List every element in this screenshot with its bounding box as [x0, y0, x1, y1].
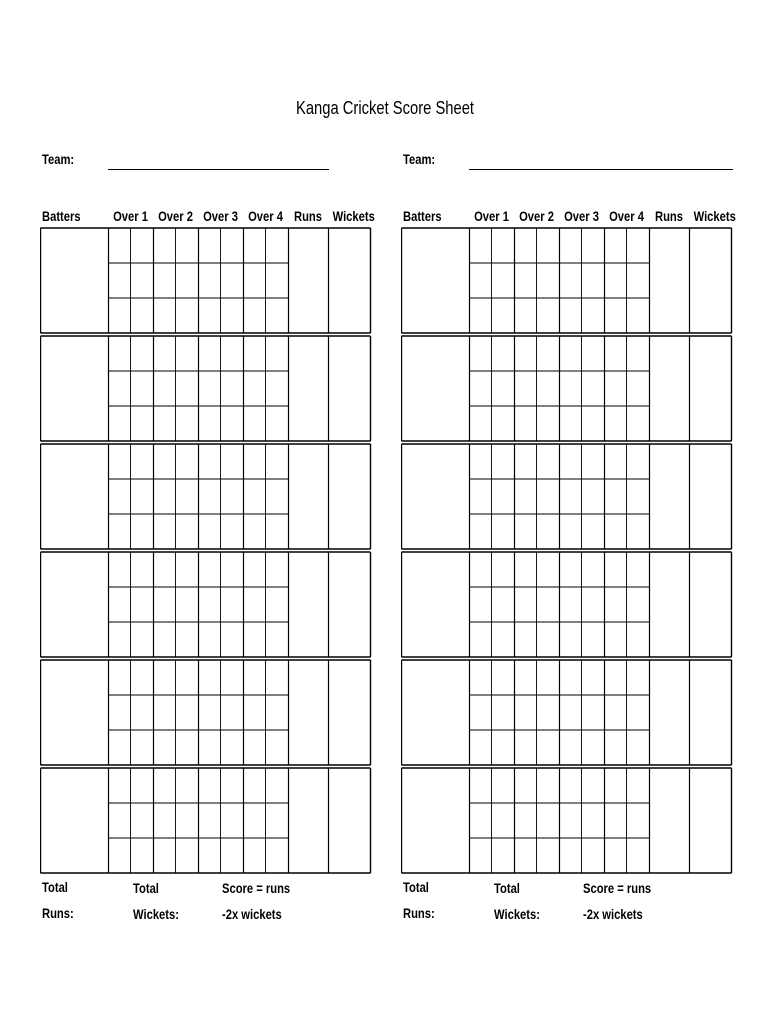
- team-label: Team:: [403, 151, 436, 167]
- batter-block[interactable]: [402, 444, 732, 549]
- total-runs-label-line1: Total: [42, 879, 68, 895]
- header-batters: Batters: [42, 208, 81, 224]
- batter-block[interactable]: [41, 444, 371, 549]
- header-over-2: Over 2: [519, 208, 554, 224]
- total-wickets-label-line1: Total: [133, 880, 159, 896]
- score-formula-line2: -2x wickets: [583, 906, 643, 922]
- header-wickets: Wickets: [693, 208, 736, 224]
- batter-block[interactable]: [41, 660, 371, 765]
- batter-block[interactable]: [402, 552, 732, 657]
- team-label: Team:: [42, 151, 75, 167]
- batter-block[interactable]: [41, 552, 371, 657]
- header-over-1: Over 1: [474, 208, 509, 224]
- team-name-field[interactable]: [108, 169, 329, 170]
- header-wickets: Wickets: [332, 208, 375, 224]
- header-over-4: Over 4: [609, 208, 644, 224]
- total-runs-label-line2: Runs:: [403, 905, 435, 921]
- header-over-4: Over 4: [248, 208, 283, 224]
- header-over-1: Over 1: [113, 208, 148, 224]
- total-wickets-label-line1: Total: [494, 880, 520, 896]
- batter-block[interactable]: [402, 228, 732, 333]
- batter-block[interactable]: [402, 768, 732, 873]
- total-wickets-label-line2: Wickets:: [494, 906, 540, 922]
- score-formula-line1: Score = runs: [222, 880, 291, 896]
- header-batters: Batters: [403, 208, 442, 224]
- team-name-field[interactable]: [469, 169, 733, 170]
- score-formula-line1: Score = runs: [583, 880, 652, 896]
- batter-block[interactable]: [41, 768, 371, 873]
- total-wickets-label-line2: Wickets:: [133, 906, 179, 922]
- batter-block[interactable]: [41, 336, 371, 441]
- header-runs: Runs: [294, 208, 322, 224]
- score-formula-line2: -2x wickets: [222, 906, 282, 922]
- page-title: Kanga Cricket Score Sheet: [295, 98, 475, 118]
- header-runs: Runs: [655, 208, 683, 224]
- batter-block[interactable]: [41, 228, 371, 333]
- total-runs-label-line1: Total: [403, 879, 429, 895]
- header-over-3: Over 3: [203, 208, 238, 224]
- batter-block[interactable]: [402, 660, 732, 765]
- header-over-3: Over 3: [564, 208, 599, 224]
- header-over-2: Over 2: [158, 208, 193, 224]
- batter-block[interactable]: [402, 336, 732, 441]
- score-grid[interactable]: [401, 227, 733, 879]
- score-grid[interactable]: [40, 227, 372, 879]
- total-runs-label-line2: Runs:: [42, 905, 74, 921]
